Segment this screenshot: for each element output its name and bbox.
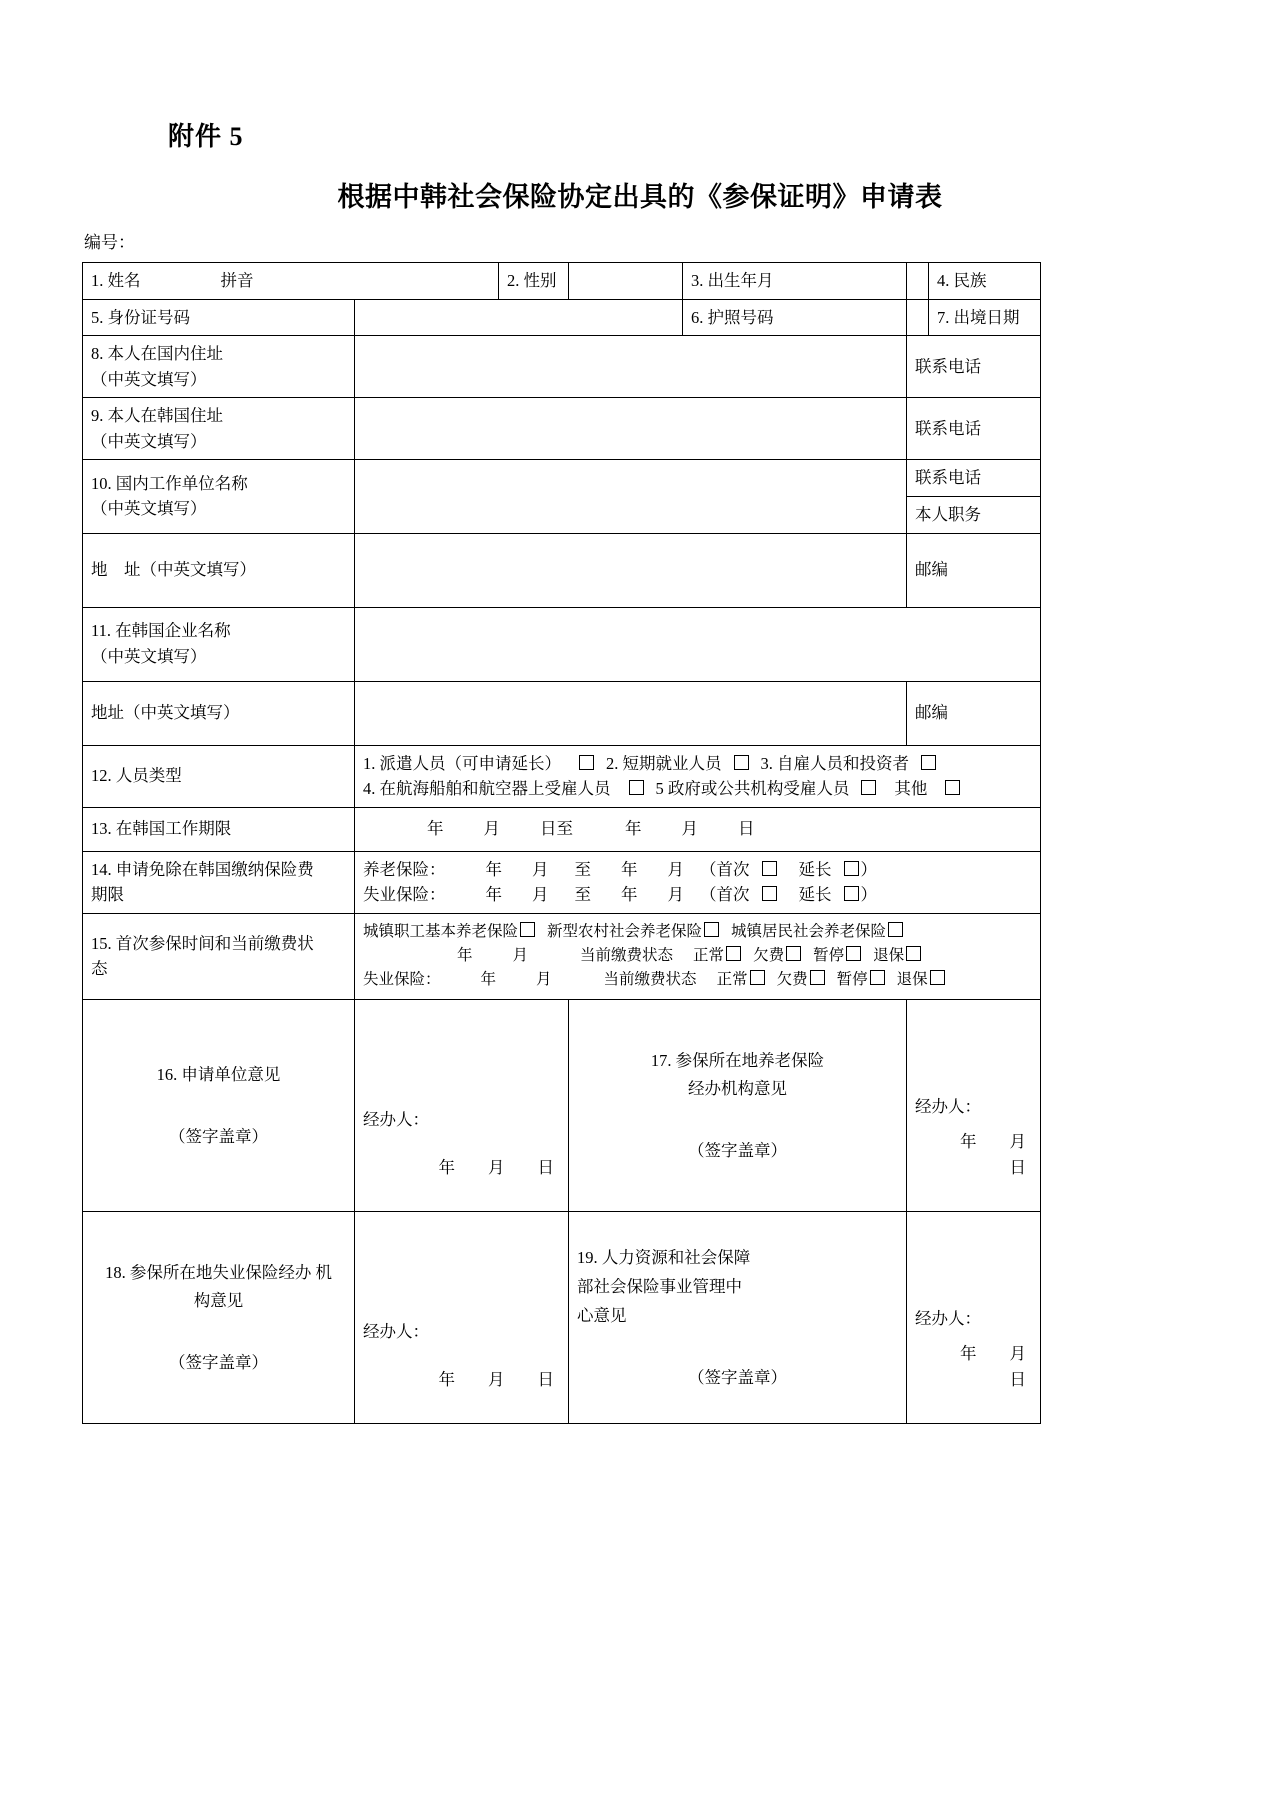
mohrss-date-line: 年 月 日 [960, 1344, 1059, 1389]
exemption-unemp-first-checkbox[interactable] [762, 886, 777, 901]
exemption-unemp-month2: 月 [667, 885, 684, 905]
exemption-pension-paren: ） [860, 859, 877, 879]
exemption-pension-month: 月 [532, 859, 549, 879]
unemployment-agency-date-line: 年 月 日 [438, 1369, 554, 1389]
passport-label-cell [683, 299, 907, 336]
pension-status-arrears-checkbox[interactable] [786, 946, 801, 961]
exemption-pension-line [363, 857, 1032, 883]
exemption-pension-year2: 年 [621, 859, 638, 879]
employer-phone-label-cell [907, 460, 1041, 497]
exemption-unemployment-label: 失业保险： [363, 885, 446, 905]
pension-type-option-3-label: 城镇居民社会养老保险 [731, 923, 887, 941]
ethnic-label: 4. 民族 [937, 271, 987, 290]
exemption-period-label-line1: 14. 申请免除在韩国缴纳保险费 [91, 859, 314, 879]
exemption-pension-extend-checkbox[interactable] [844, 861, 859, 876]
employer-sublabel: （中英文填写） [91, 499, 207, 519]
pension-status-suspend-checkbox[interactable] [846, 946, 861, 961]
applicant-unit-seal-note: （签字盖章） [169, 1126, 268, 1146]
unemployment-year: 年 [480, 971, 497, 989]
unemployment-agency-operator-cell[interactable] [355, 1211, 569, 1423]
pinyin-label: 拼音 [220, 271, 254, 290]
serial-number-label: 编号： [84, 233, 135, 252]
korea-company-label-cell [83, 607, 355, 681]
exit-date-label: 7. 出境日期 [937, 307, 1020, 327]
unemployment-month: 月 [536, 971, 552, 989]
employer-postcode-label-cell [907, 533, 1041, 607]
exemption-unemp-first-label: （首次 [700, 885, 750, 905]
mohrss-operator-label: 经办人： [915, 1308, 981, 1328]
pension-status-suspend-label: 暂停 [813, 947, 845, 965]
domestic-address-label-cell [83, 336, 355, 398]
pension-status-line [363, 944, 1032, 968]
exemption-period-label-line2: 期限 [91, 885, 124, 905]
person-type-checkbox-3[interactable] [921, 755, 936, 770]
pension-agency-opinion-title-line1: 17. 参保所在地养老保险 [650, 1050, 825, 1070]
exemption-unemp-to: 至 [574, 885, 591, 905]
person-type-options-cell [355, 745, 1041, 807]
unemployment-agency-opinion-title-line2: 构意见 [193, 1291, 244, 1311]
unemployment-status-arrears-label: 欠费 [776, 971, 808, 989]
table-row [83, 851, 1041, 913]
table-row [83, 913, 1041, 999]
first-insured-label-line2: 态 [91, 959, 108, 979]
table-row [83, 999, 1041, 1211]
korea-address-label-cell [83, 398, 355, 460]
korea-address-sublabel: （中英文填写） [91, 431, 207, 451]
work-period-start-year: 年 [427, 819, 444, 839]
pension-status-label: 当前缴费状态 [580, 947, 674, 965]
pension-status-normal-label: 正常 [693, 947, 725, 965]
korea-company-address-label: 地址（中英文填写） [91, 703, 240, 723]
table-row [83, 336, 1041, 398]
ethnic-label-cell [929, 263, 1041, 300]
unemployment-insurance-label: 失业保险： [363, 971, 441, 989]
exemption-pension-label: 养老保险： [363, 859, 446, 879]
table-row [83, 745, 1041, 807]
unemployment-status-suspend-checkbox[interactable] [870, 970, 885, 985]
table-row [83, 807, 1041, 851]
korea-company-address-label-cell [83, 681, 355, 745]
person-type-label: 12. 人员类型 [91, 766, 182, 786]
mohrss-opinion-title-line2: 部社会保险事业管理中 [577, 1277, 742, 1297]
person-type-option-other-label: 其他 [894, 779, 928, 799]
person-type-checkbox-1[interactable] [579, 755, 594, 770]
employer-label: 10. 国内工作单位名称 [91, 473, 248, 493]
person-type-option-5-label: 5 政府或公共机构受雇人员 [655, 779, 850, 799]
unemployment-status-normal-checkbox[interactable] [750, 970, 765, 985]
pension-year: 年 [457, 947, 473, 965]
exit-date-label-cell [929, 299, 1041, 336]
pension-agency-opinion-cell [569, 999, 907, 1211]
person-type-checkbox-5[interactable] [861, 780, 876, 795]
domestic-phone-label: 联系电话 [915, 356, 981, 376]
mohrss-opinion-title-line1: 19. 人力资源和社会保障 [577, 1248, 751, 1268]
person-type-option-4-label: 4. 在航海船舶和航空器上受雇人员 [363, 779, 611, 799]
table-row [83, 607, 1041, 681]
exemption-pension-to: 至 [574, 859, 591, 879]
exemption-unemp-paren: ） [860, 885, 877, 905]
pension-agency-seal-note: （签字盖章） [688, 1141, 787, 1161]
unemployment-status-arrears-checkbox[interactable] [810, 970, 825, 985]
mohrss-seal-note: （签字盖章） [688, 1367, 787, 1387]
korea-company-sublabel: （中英文填写） [91, 647, 207, 666]
unemployment-status-suspend-label: 暂停 [836, 971, 868, 989]
mohrss-opinion-title-line3: 心意见 [577, 1305, 627, 1325]
gender-label: 2. 性别 [507, 271, 557, 290]
id-label-cell [83, 299, 355, 336]
exemption-unemp-extend-checkbox[interactable] [844, 886, 859, 901]
table-row [83, 398, 1041, 460]
person-type-label-cell [83, 745, 355, 807]
exemption-period-label-cell [83, 851, 355, 913]
work-period-start-day-to: 日至 [540, 819, 573, 839]
attachment-number: 附件 5 [168, 122, 244, 151]
pension-type-checkbox-3[interactable] [888, 922, 903, 937]
mohrss-operator-cell[interactable] [907, 1211, 1059, 1423]
exemption-pension-extend-label: 延长 [798, 859, 832, 879]
person-type-option-2-label: 2. 短期就业人员 [606, 753, 722, 773]
korea-company-value-cell[interactable] [355, 607, 1041, 681]
korea-company-label: 11. 在韩国企业名称 [91, 621, 231, 641]
unemployment-status-label: 当前缴费状态 [603, 971, 697, 989]
unemployment-status-withdraw-label: 退保 [896, 971, 928, 989]
work-period-end-day: 日 [738, 819, 755, 839]
unemployment-status-line [363, 968, 1032, 992]
passport-value-cell[interactable] [907, 299, 929, 336]
person-type-checkbox-2[interactable] [734, 755, 749, 770]
first-insured-label-line1: 15. 首次参保时间和当前缴费状 [91, 933, 314, 953]
application-form-table [82, 262, 1059, 1424]
table-row [83, 460, 1041, 497]
korea-company-postcode-label: 邮编 [915, 703, 948, 723]
korea-company-address-value-cell[interactable] [355, 681, 907, 745]
exemption-unemp-extend-label: 延长 [798, 885, 832, 905]
exemption-unemp-month: 月 [532, 885, 549, 905]
birth-label: 3. 出生年月 [691, 271, 774, 290]
pension-type-option-2-label: 新型农村社会养老保险 [547, 923, 703, 941]
employer-label-cell [83, 460, 355, 533]
pension-type-options-line [363, 920, 1032, 944]
unemployment-agency-operator-label: 经办人： [363, 1321, 429, 1341]
table-row [83, 681, 1041, 745]
person-type-checkbox-other[interactable] [945, 780, 960, 795]
unemployment-agency-seal-note: （签字盖章） [169, 1353, 268, 1373]
passport-number-label: 6. 护照号码 [691, 307, 774, 327]
applicant-unit-opinion-cell [83, 999, 355, 1211]
id-value-cell[interactable] [355, 299, 683, 336]
table-row [83, 263, 1041, 300]
first-insured-label-cell [83, 913, 355, 999]
exemption-pension-year: 年 [485, 859, 502, 879]
domestic-address-label: 8. 本人在国内住址 [91, 344, 223, 364]
korea-work-period-label-cell [83, 807, 355, 851]
employer-address-label-cell [83, 533, 355, 607]
person-type-checkbox-4[interactable] [629, 780, 644, 795]
unemployment-agency-opinion-title-line1: 18. 参保所在地失业保险经办 机 [105, 1262, 332, 1282]
domestic-address-value-cell[interactable] [355, 336, 907, 398]
employer-phone-label: 联系电话 [915, 468, 981, 488]
exemption-pension-month2: 月 [667, 859, 684, 879]
gender-value-cell[interactable] [569, 263, 683, 300]
employer-address-value-cell[interactable] [355, 533, 907, 607]
korea-work-period-label: 13. 在韩国工作期限 [91, 819, 232, 839]
korea-phone-label: 联系电话 [915, 419, 981, 439]
pension-agency-operator-cell[interactable] [907, 999, 1059, 1211]
work-period-end-year: 年 [625, 819, 642, 839]
applicant-unit-opinion-title: 16. 申请单位意见 [156, 1065, 281, 1085]
applicant-unit-date-line: 年 月 日 [438, 1157, 554, 1177]
domestic-address-sublabel: （中英文填写） [91, 369, 207, 389]
employer-postcode-label: 邮编 [915, 560, 948, 580]
id-number-label: 5. 身份证号码 [91, 307, 190, 327]
exemption-period-value-cell [355, 851, 1041, 913]
first-insured-value-cell [355, 913, 1041, 999]
table-row [83, 1211, 1041, 1423]
korea-address-label: 9. 本人在韩国住址 [91, 406, 223, 426]
pension-type-checkbox-1[interactable] [520, 922, 535, 937]
birth-value-cell[interactable] [907, 263, 929, 300]
pension-agency-operator-label: 经办人： [915, 1096, 981, 1116]
table-row [83, 533, 1041, 607]
korea-address-value-cell[interactable] [355, 398, 907, 460]
pension-type-checkbox-2[interactable] [704, 922, 719, 937]
table-row [83, 299, 1041, 336]
employer-address-label: 地 址（中英文填写） [91, 560, 256, 580]
unemployment-agency-opinion-cell [83, 1211, 355, 1423]
birth-label-cell [683, 263, 907, 300]
pension-status-normal-checkbox[interactable] [726, 946, 741, 961]
domestic-phone-label-cell [907, 336, 1041, 398]
person-type-option-3-label: 3. 自雇人员和投资者 [760, 753, 909, 773]
korea-work-period-value-cell[interactable] [355, 807, 1041, 851]
name-label: 1. 姓名 [91, 271, 141, 290]
field-name-cell [83, 263, 499, 300]
work-period-start-month: 月 [483, 819, 500, 839]
unemployment-status-withdraw-checkbox[interactable] [930, 970, 945, 985]
unemployment-status-normal-label: 正常 [716, 971, 748, 989]
position-label: 本人职务 [915, 504, 981, 524]
korea-company-postcode-label-cell [907, 681, 1041, 745]
gender-label-cell [499, 263, 569, 300]
page-title: 根据中韩社会保险协定出具的《参保证明》申请表 [337, 182, 943, 212]
employer-value-cell[interactable] [355, 460, 907, 533]
applicant-unit-operator-cell[interactable] [355, 999, 569, 1211]
pension-status-arrears-label: 欠费 [753, 947, 785, 965]
exemption-unemp-year2: 年 [621, 885, 638, 905]
pension-status-withdraw-label: 退保 [873, 947, 905, 965]
exemption-unemployment-line [363, 882, 1032, 908]
person-type-line-1 [363, 751, 1032, 777]
pension-agency-date-line: 年 月 日 [960, 1132, 1059, 1177]
pension-type-option-1-label: 城镇职工基本养老保险 [363, 923, 519, 941]
person-type-line-2 [363, 776, 1032, 802]
exemption-pension-first-label: （首次 [700, 859, 750, 879]
pension-agency-opinion-title-line2: 经办机构意见 [688, 1079, 787, 1099]
person-type-option-1-label: 1. 派遣人员（可申请延长） [363, 753, 561, 773]
applicant-unit-operator-label: 经办人： [363, 1109, 429, 1129]
exemption-unemp-year: 年 [485, 885, 502, 905]
korea-phone-label-cell [907, 398, 1041, 460]
position-label-cell [907, 496, 1041, 533]
mohrss-opinion-cell [569, 1211, 907, 1423]
exemption-pension-first-checkbox[interactable] [762, 861, 777, 876]
pension-status-withdraw-checkbox[interactable] [906, 946, 921, 961]
pension-month: 月 [512, 947, 529, 965]
work-period-end-month: 月 [681, 819, 698, 839]
